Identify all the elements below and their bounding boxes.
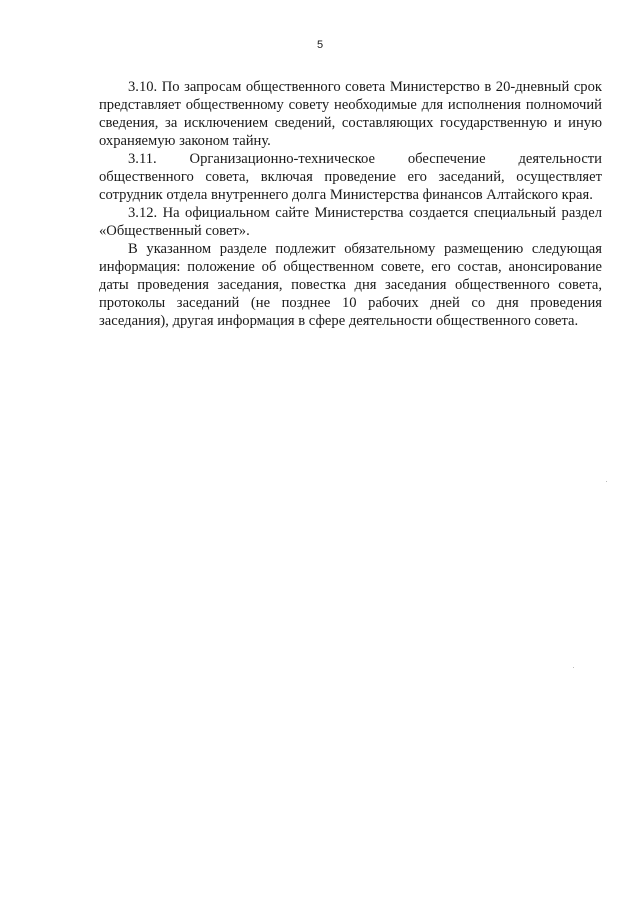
paragraph-section-contents: В указанном разделе подлежит обязательному размещению следующая информация: положение об общественном совете, его состав, анонсирование даты проведения заседания, повестка дня заседания общественного совета, протоколы заседаний (не позднее 10 рабочих дней со дня проведения заседания), другая информация в сфере деятельности общественного совета. [99, 241, 602, 329]
scan-speck [573, 667, 574, 668]
page-number: 5 [316, 39, 324, 51]
paragraph-3-12: 3.12. На официальном сайте Министерства создается специальный раздел «Общественный совет». [99, 205, 602, 239]
document-body [99, 78, 602, 330]
paragraph-3-11: 3.11. Организационно-техническое обеспечение деятельности общественного совета, включая проведение его заседаний, осуществляет сотрудник отдела внутреннего долга Министерства финансов Алтайского края. [99, 151, 602, 203]
scan-speck [606, 481, 607, 482]
paragraph-3-10: 3.10. По запросам общественного совета Министерство в 20-дневный срок представляет общественному совету необходимые для исполнения полномочий сведения, за исключением сведений, составляющих государственную и иную охраняемую законом тайну. [99, 79, 602, 149]
